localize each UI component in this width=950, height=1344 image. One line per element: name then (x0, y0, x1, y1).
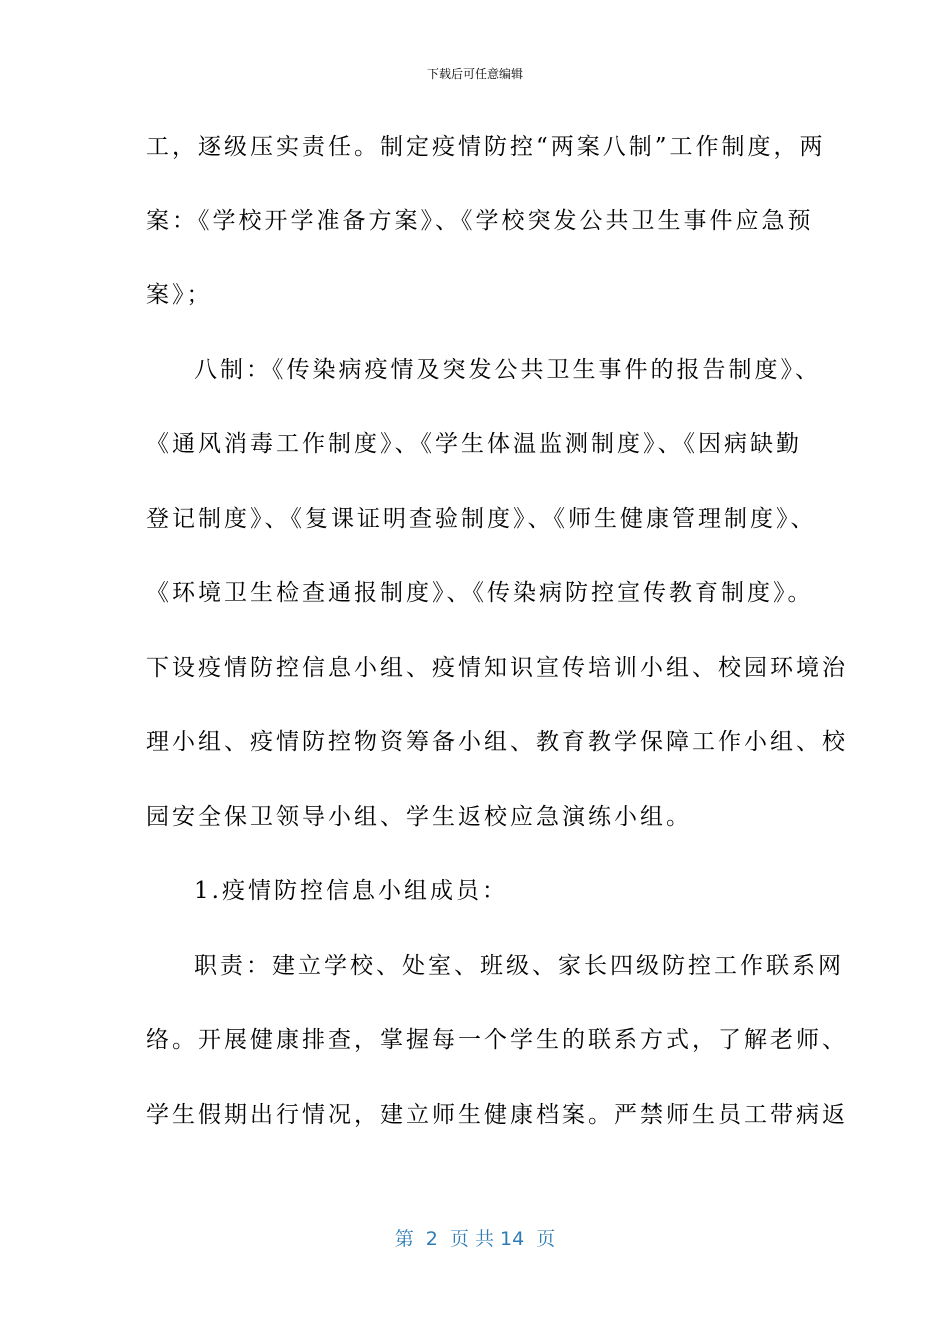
body-line-8: 下设疫情防控信息小组、疫情知识宣传培训小组、校园环境治 (146, 655, 848, 681)
body-line-14: 学生假期出行情况，建立师生健康档案。严禁师生员工带病返 (146, 1102, 848, 1128)
page-header: 下载后可任意编辑 (426, 67, 523, 81)
body-line-6: 登记制度》、《复课证明查验制度》、《师生健康管理制度》、 (146, 506, 817, 532)
body-line-2: 案：《学校开学准备方案》、《学校突发公共卫生事件应急预 (146, 208, 814, 234)
body-line-5: 《通风消毒工作制度》、《学生体温监测制度》、《因病缺勤 (146, 431, 802, 457)
body-line-1: 工，逐级压实责任。制定疫情防控“两案八制”工作制度，两 (146, 134, 826, 160)
page-footer: 第 2 页 共 14 页 (394, 1228, 556, 1250)
body-line-13: 络。开展健康排查，掌握每一个学生的联系方式，了解老师、 (146, 1027, 848, 1053)
body-line-10: 园安全保卫领导小组、学生返校应急演练小组。 (146, 804, 692, 830)
body-line-11: 1.疫情防控信息小组成员： (194, 878, 508, 904)
body-line-3: 案》； (146, 282, 213, 308)
body-line-9: 理小组、疫情防控物资筹备小组、教育教学保障工作小组、校 (146, 729, 848, 755)
body-line-7: 《环境卫生检查通报制度》、《传染病防控宣传教育制度》。 (146, 580, 814, 606)
body-line-4: 八制：《传染病疫情及突发公共卫生事件的报告制度》、 (194, 357, 821, 383)
body-line-12: 职责：建立学校、处室、班级、家长四级防控工作联系网 (194, 953, 844, 979)
